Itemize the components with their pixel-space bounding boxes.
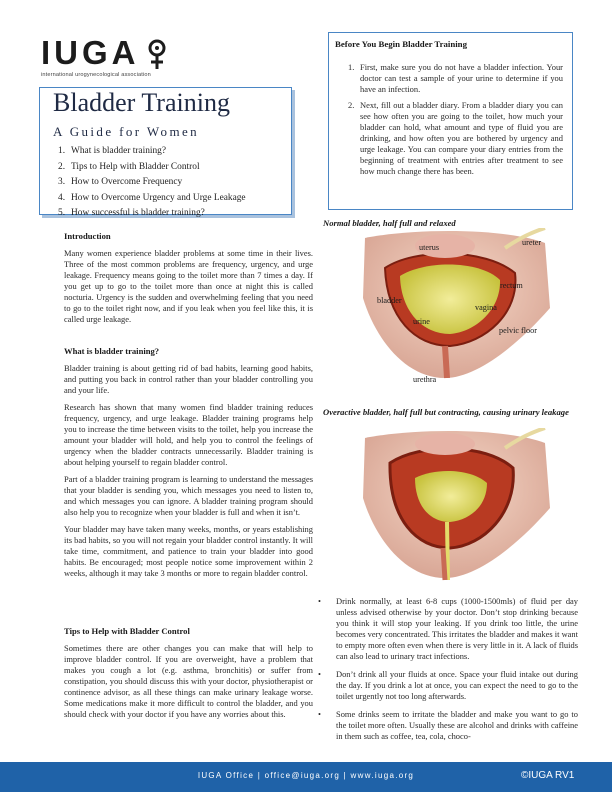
before-item: 2. Next, fill out a bladder diary. From a bladder diary you can see how often you are going to the toilet, how much your bladder can hold, what amount and type of fluid you are drinking, and how often you are bothered by urgency and urge leakage. You can compare your diary entries from the beginning of treatment with entries after treatment to see how much change there has been. <box>348 100 563 176</box>
toc-item: 5. How successful is bladder training? <box>58 208 205 219</box>
label-pelvic-floor: pelvic floor <box>499 326 537 335</box>
intro-heading: Introduction <box>64 231 111 241</box>
page-title: Bladder Training <box>53 88 230 117</box>
what-paragraph-3: Part of a bladder training program is learning to understand the messages that your bladder is sending you, which messages you need to listen to, and which messages you can ignore. A bladder training program should also help you to recognize when your bladder is full and when it isn’t. <box>64 474 313 517</box>
figure-2-caption: Overactive bladder, half full but contracting, causing urinary leakage <box>323 407 569 417</box>
before-list <box>348 62 563 182</box>
logo-wordmark: IUGA <box>41 34 140 71</box>
table-of-contents <box>58 144 288 222</box>
list-item: • Don’t drink all your fluids at once. Space your fluid intake out during the day. If you drink a lot at once, you can expect the need to go to the toilet urgently not too long afterwards. <box>318 669 578 701</box>
toc-item: 2. Tips to Help with Bladder Control <box>58 161 200 172</box>
logo-subtitle: international urogynecological association <box>41 72 151 78</box>
label-ureter: ureter <box>522 238 542 247</box>
what-section <box>64 346 313 579</box>
list-item: • Drink normally, at least 6-8 cups (1000-1500mls) of fluid per day unless advised otherwise by your doctor. Don’t stop drinking because you think it will stop your leaking. If you drink too little, the urine becomes very concentrated. This irritates the bladder and makes it want to empty more often even when there is very little in it. A lack of fluids can also lead to urinary tract infections. <box>318 596 578 661</box>
footer-copyright: ©IUGA RV1 <box>521 770 575 781</box>
tips-bullet-list <box>318 596 578 749</box>
label-urethra: urethra <box>413 375 437 384</box>
intro-section <box>64 231 313 325</box>
overactive-bladder-illustration <box>355 428 555 588</box>
toc-item: 1. What is bladder training? <box>58 146 167 156</box>
toc-item: 3. How to Overcome Frequency <box>58 177 183 188</box>
label-vagina: vagina <box>475 303 497 312</box>
intro-text: Many women experience bladder problems at some time in their lives. Three of the most common problems are frequency, urgency, and urge leakage. Frequency means going to the toilet more than 7 times a day. If you get up to go to the toilet more than once at night this is called nocturia. Urgency is the sudden and overwhelming feeling that you need to go to the toilet right now, and if you leak when you feel like this, it is called urge leakage. <box>64 248 313 324</box>
footer-contact: IUGA Office | office@iuga.org | www.iuga.org <box>197 771 415 780</box>
label-bladder: bladder <box>377 296 402 305</box>
tips-heading: Tips to Help with Bladder Control <box>64 626 190 636</box>
figure-1-caption: Normal bladder, half full and relaxed <box>323 218 456 228</box>
what-paragraph-2: Research has shown that many women find bladder training reduces frequency, urgency, and urge leakage. Bladder training programs help you to increase the time between visits to the toilet, help you increase the amount your bladder will hold, and help you to control the feelings of urgency when the bladder contracts unnecessarily. Bladder training is about helping yourself to regain bladder control. <box>64 402 313 467</box>
tips-section <box>64 626 313 720</box>
before-item: 1. First, make sure you do not have a bladder infection. Your doctor can test a sample of your urine to determine if you have an infection. <box>348 62 563 94</box>
normal-bladder-illustration <box>355 228 555 388</box>
label-urine: urine <box>413 317 430 326</box>
what-paragraph-1: Bladder training is about getting rid of bad habits, learning good habits, and putting you back in control rather than your bladder controlling you and your life. <box>64 363 313 395</box>
label-uterus: uterus <box>419 243 440 252</box>
label-rectum: rectum <box>500 281 523 290</box>
tips-text: Sometimes there are other changes you can make that will help to improve bladder control. If you are overweight, have a problem that makes you cough a lot (e.g. asthma, bronchitis) or suffer from constipation, you should discuss this with your doctor, physiotherapist or continence advisor, as all these things can make urinary leakage worse. Some medications make it more difficult to control the bladder, and you should check with your doctor if you have any worries about this. <box>64 643 313 719</box>
what-heading: What is bladder training? <box>64 346 160 356</box>
list-item: • Some drinks seem to irritate the bladder and make you want to go to the toilet more often. Usually these are alcohol and drinks with caffeine in them such as coffee, tea, cola, choco- <box>318 709 578 741</box>
page-subtitle: A Guide for Women <box>53 124 200 139</box>
before-title: Before You Begin Bladder Training <box>335 39 467 49</box>
venus-symbol-icon <box>146 38 168 72</box>
toc-item: 4. How to Overcome Urgency and Urge Leakage <box>58 192 246 203</box>
what-paragraph-4: Your bladder may have taken many weeks, months, or years establishing its bad habits, so you will not regain your bladder control instantly. It will take time, commitment, and patience to train your bladder into good habits. Be encouraged; most people notice some improvement within 2 weeks, although it may take 3 months or more to regain bladder control. <box>64 524 313 578</box>
